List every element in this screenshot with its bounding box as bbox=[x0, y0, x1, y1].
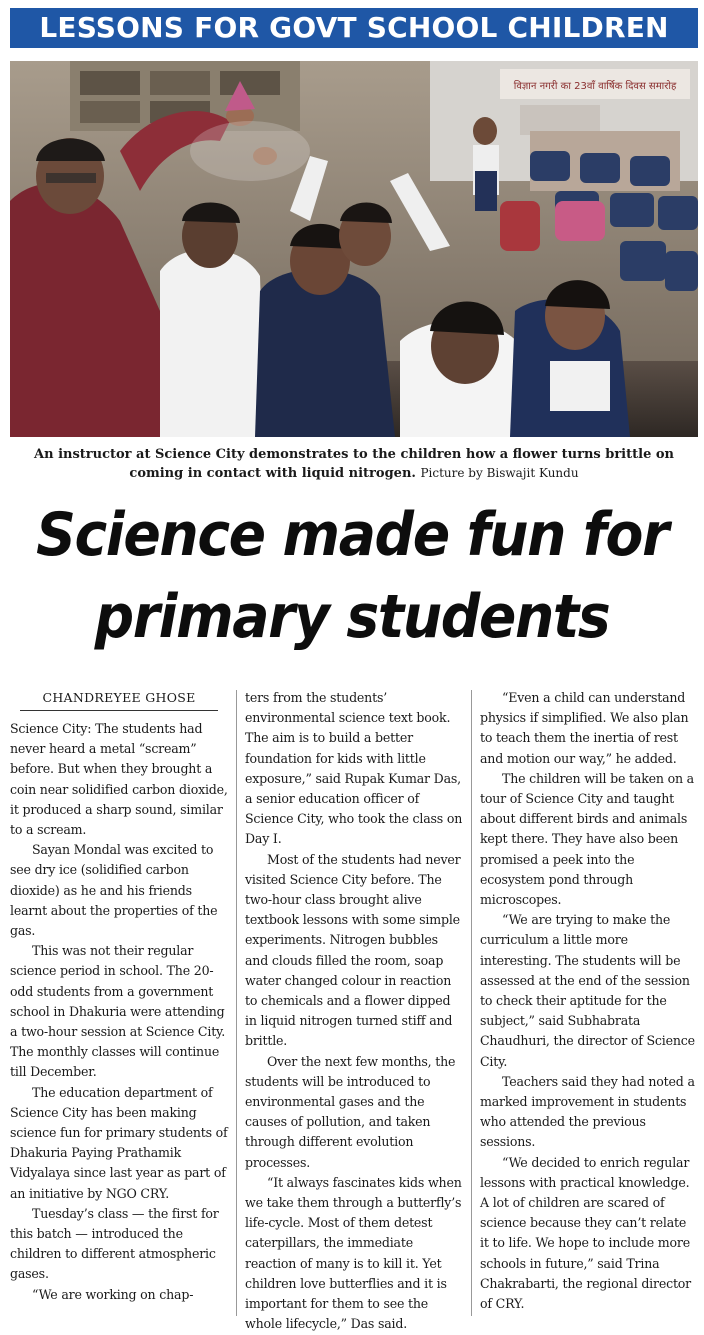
section-banner: LESSONS FOR GOVT SCHOOL CHILDREN bbox=[10, 8, 698, 48]
paragraph: Teachers said they had noted a marked improvement in students who attended the previous sessions. bbox=[480, 1073, 695, 1150]
byline: CHANDREYEE GHOSE bbox=[20, 688, 218, 711]
news-photo bbox=[10, 61, 698, 437]
headline-line-1: Science made fun for bbox=[36, 500, 668, 570]
headline bbox=[28, 494, 676, 658]
article-column-2 bbox=[245, 688, 463, 1335]
paragraph: “We decided to enrich regular lessons with practical knowledge. A lot of children are scared of science because they can’t relate it to life. We hope to include more schools in future,” said Trina Chakrabarti, the regional director of CRY. bbox=[480, 1154, 692, 1312]
photo-banner-text: विज्ञान नगरी का 23वाँ वार्षिक दिवस समारोह bbox=[513, 81, 677, 92]
photo-credit: Picture by Biswajit Kundu bbox=[420, 466, 579, 480]
caption-text: An instructor at Science City demonstrates to the children how a flower turns brittle on coming in contact with liquid nitrogen. bbox=[34, 447, 674, 481]
paragraph: Most of the students had never visited Science City before. The two-hour class brought alive textbook lessons with some simple experiments. Nitrogen bubbles and clouds filled the room, soap water changed colour in reaction to chemicals and a flower dipped in liquid nitrogen turned stiff and brittle. bbox=[245, 851, 461, 1049]
paragraph: This was not their regular science period in school. The 20-odd students from a government school in Dhakuria were attending a two-hour session at Science City. The monthly classes will continue till December. bbox=[10, 943, 226, 1080]
article-body bbox=[10, 688, 698, 1332]
column-divider bbox=[471, 690, 472, 1316]
paragraph: “Even a child can understand physics if simplified. We also plan to teach them the inertia of rest and motion our way,” he added. bbox=[480, 690, 689, 766]
paragraph: “We are working on chap- bbox=[32, 1286, 194, 1302]
paragraph: The education department of Science City has been making science fun for primary students of Dhakuria Paying Prathamik Vidyalaya since last year as part of an initiative by NGO CRY. bbox=[10, 1084, 228, 1201]
paragraph: “We are trying to make the curriculum a little more interesting. The students will be assessed at the end of the session to check their aptitude for the subject,” said Subhabrata Chaudhuri, the director of Science City. bbox=[480, 912, 695, 1069]
article-column-3 bbox=[480, 688, 698, 1314]
column-divider bbox=[236, 690, 237, 1316]
paragraph: Sayan Mondal was excited to see dry ice (solidified carbon dioxide) as he and his friends learnt about the properties of the gas. bbox=[10, 842, 218, 939]
photo-caption bbox=[14, 445, 694, 483]
paragraph: Science City: The students had never heard a metal “scream” before. But when they brought a coin near solidified carbon dioxide, it produced a sharp sound, similar to a scream. bbox=[10, 721, 228, 838]
paragraph: The children will be taken on a tour of Science City and taught about different birds and animals kept there. They have also been promised a peek into the ecosystem pond through microscopes. bbox=[480, 770, 694, 908]
headline-line-2: primary students bbox=[94, 582, 610, 652]
article-column-1 bbox=[10, 688, 228, 1305]
paragraph: ters from the students’ environmental science text book. The aim is to build a better foundation for kids with little exposure,” said Rupak Kumar Das, a senior education officer of Science City, who took the class on Day I. bbox=[245, 690, 463, 847]
paragraph: Over the next few months, the students will be introduced to environmental gases and the causes of pollution, and taken through different evolution processes. bbox=[245, 1053, 456, 1170]
paragraph: Tuesday’s class — the first for this batch — introduced the children to different atmospheric gases. bbox=[10, 1205, 219, 1282]
paragraph: “It always fascinates kids when we take them through a butterfly’s life-cycle. Most of them detest caterpillars, the immediate reaction of many is to kill it. Yet children love butterflies and it is important for them to see the whole lifecycle,” Das said. bbox=[245, 1174, 462, 1332]
